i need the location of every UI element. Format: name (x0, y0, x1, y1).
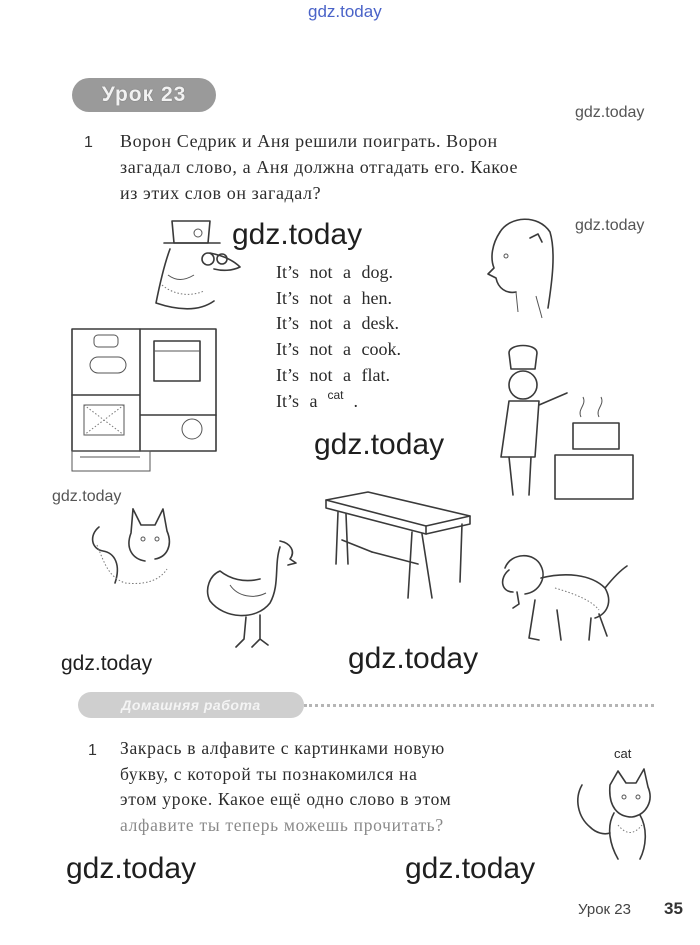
raven-illustration (150, 215, 245, 315)
watermark: gdz.today (232, 218, 363, 251)
task2-answer: cat (614, 746, 632, 761)
task2-number: 1 (88, 742, 97, 759)
cat-illustration (85, 505, 185, 590)
answer-word: cat (327, 387, 344, 402)
standing-cat-illustration (570, 765, 660, 865)
answer-sentence (276, 389, 401, 417)
sentence-dog: It’s not a dog. (276, 262, 393, 282)
answer-suffix: . (353, 390, 359, 411)
task1-line: из этих слов он загадал? (120, 183, 322, 203)
watermark: gdz.today (66, 852, 197, 885)
page-number: 35 (664, 899, 683, 918)
watermark: gdz.today (52, 488, 122, 505)
dog-illustration (495, 548, 630, 648)
girl-anya-illustration (480, 212, 560, 322)
sentence-hen: It’s not a hen. (276, 287, 392, 308)
task1-line: загадал слово, а Аня должна отгадать его. Какое (120, 157, 519, 177)
watermark-top: gdz.today (308, 2, 382, 21)
cook-illustration (495, 345, 635, 505)
task1-text (120, 128, 518, 206)
answer-prefix: It’s a (276, 390, 318, 411)
task2-text (120, 736, 451, 838)
task2-line: алфавите ты теперь можешь прочитать? (120, 814, 444, 835)
desk-illustration (322, 490, 472, 610)
task1-line: Ворон Седрик и Аня решили поиграть. Ворон (120, 131, 498, 151)
lesson-title-badge: Урок 23 (72, 78, 216, 112)
footer-lesson: Урок 23 (578, 901, 631, 918)
task2-line: этом уроке. Какое ещё одно слово в этом (120, 789, 452, 809)
watermark: gdz.today (575, 104, 645, 121)
watermark: gdz.today (61, 652, 153, 675)
watermark: gdz.today (348, 642, 479, 675)
section-divider (304, 704, 654, 707)
hen-illustration (200, 535, 300, 655)
watermark: gdz.today (405, 852, 536, 885)
sentence-cook: It’s not a cook. (276, 339, 401, 360)
task2-line: букву, с которой ты познакомился на (120, 763, 418, 784)
flat-floorplan-illustration (70, 325, 220, 475)
sentence-desk: It’s not a desk. (276, 313, 399, 334)
sentence-list (276, 260, 401, 416)
task2-line: Закрась в алфавите с картинками новую (120, 738, 445, 758)
watermark: gdz.today (314, 428, 445, 461)
task1-number: 1 (84, 134, 93, 151)
sentence-flat: It’s not a flat. (276, 364, 390, 385)
watermark: gdz.today (575, 217, 645, 234)
homework-badge: Домашняя работа (78, 692, 304, 718)
